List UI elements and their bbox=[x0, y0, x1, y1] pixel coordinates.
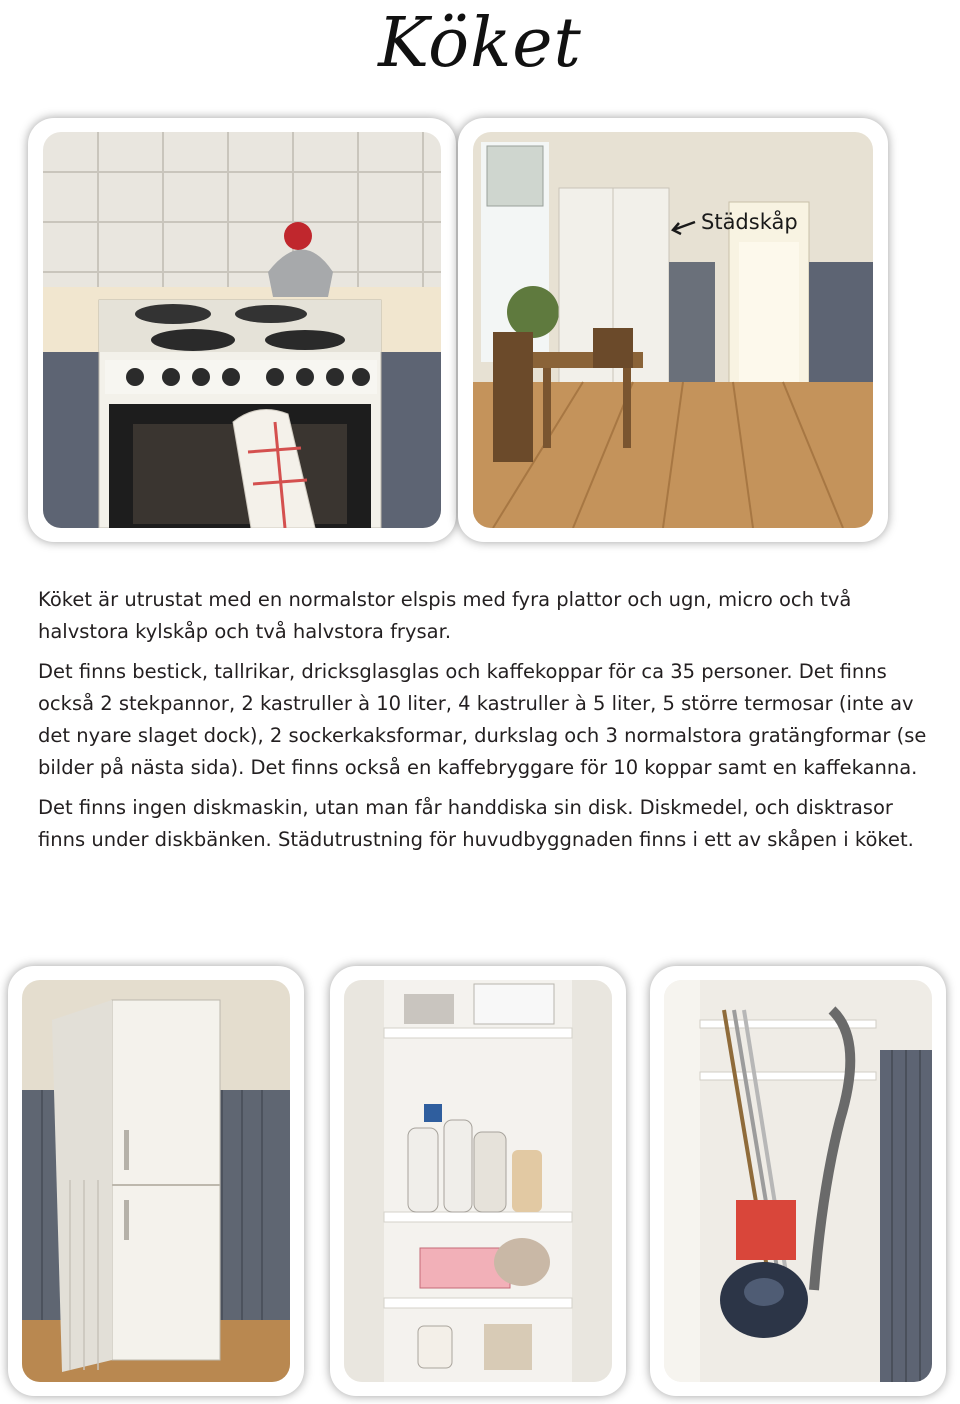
cupboard-photo bbox=[344, 980, 612, 1382]
fridge-photo-frame bbox=[8, 966, 304, 1396]
kitchen-photo-frame bbox=[458, 118, 888, 542]
kitchen-icon bbox=[473, 132, 873, 528]
fridge-photo bbox=[22, 980, 290, 1382]
kitchen-photo bbox=[473, 132, 873, 528]
cleaning-closet-photo-frame bbox=[650, 966, 946, 1396]
description-paragraph-2: Det finns bestick, tallrikar, dricksglasglas och kaffekoppar för ca 35 personer. Det finns också 2 stekpannor, 2 kastruller à 10 liter, 4 kastruller à 5 liter, 5 större termosar (inte av det nyare slaget dock), 2 sockerkaksformar, durkslag och 3 normalstora gratängformar (se bilder på nästa sida). Det finns också en kaffebryggare för 10 koppar samt en kaffekanna. bbox=[38, 660, 927, 779]
cupboard-photo-frame bbox=[330, 966, 626, 1396]
stove-icon bbox=[43, 132, 441, 528]
description-paragraph-3: Det finns ingen diskmaskin, utan man får handdiska sin disk. Diskmedel, och disktrasor finns under diskbänken. Städutrustning för huvudbyggnaden finns i ett av skåpen i köket. bbox=[38, 796, 914, 851]
cupboard-icon bbox=[344, 980, 612, 1382]
description-paragraph-1: Köket är utrustat med en normalstor elspis med fyra plattor och ugn, micro och två halvstora kylskåp och två halvstora frysar. bbox=[38, 588, 852, 643]
stove-photo-frame bbox=[28, 118, 456, 542]
fridge-icon bbox=[22, 980, 290, 1382]
cleaning-closet-label: Städskåp bbox=[701, 210, 798, 234]
description-text bbox=[38, 584, 928, 862]
cleaning-closet-icon bbox=[664, 980, 932, 1382]
page-title: Köket bbox=[378, 4, 582, 83]
stove-photo bbox=[43, 132, 441, 528]
cleaning-closet-photo bbox=[664, 980, 932, 1382]
